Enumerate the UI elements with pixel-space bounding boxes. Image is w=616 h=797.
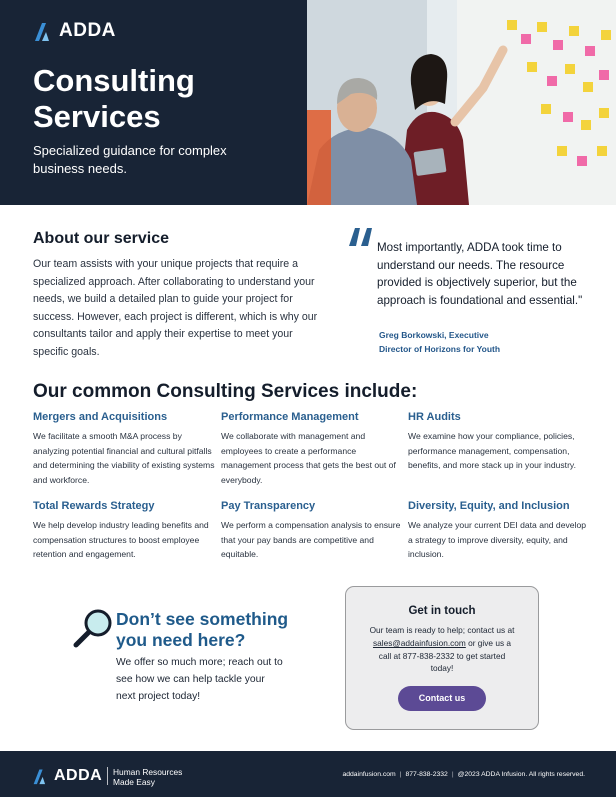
service-description: We collaborate with management and employees to create a performance management process that gets the best out of everybody. (221, 431, 396, 485)
footer (0, 751, 616, 797)
service-description: We analyze your current DEI data and develop a strategy to improve diversity, equity, and inclusion. (408, 520, 587, 560)
service-title: Pay Transparency (221, 500, 316, 512)
footer-website-link[interactable]: addainfusion.com (342, 771, 396, 778)
footer-brand-name: ADDA (54, 767, 103, 784)
service-description: We facilitate a smooth M&A process by analyzing potential financial and cultural pitfalls and determining the viability of existing systems and workforce. (33, 431, 215, 485)
service-pay-transparency (221, 500, 403, 562)
service-title: Mergers and Acquisitions (33, 411, 168, 423)
contact-text-start: Our team is ready to help; contact us at (369, 625, 515, 635)
service-mergers (33, 411, 215, 487)
footer-divider (107, 767, 108, 785)
service-title: Performance Management (221, 411, 359, 423)
page-subtitle: Specialized guidance for complex business needs. (33, 143, 227, 176)
service-title: HR Audits (408, 411, 461, 423)
service-performance (221, 411, 403, 487)
cta-description: We offer so much more; reach out to see how we can help tackle your next project today! (116, 657, 283, 702)
about-description: Our team assists with your unique projects that require a specialized approach. After collaborating to understand your needs, we build a detailed plan to guide your project for success. However, each project is different, which is why our consultants tailor and apply their expertise to meet your specific goals. (33, 258, 318, 358)
adda-logo-icon (32, 767, 50, 785)
footer-copyright: @2023 ADDA Infusion. All rights reserved. (457, 771, 585, 778)
testimonial-author (379, 329, 500, 356)
author-name: Greg Borkowski, Executive (379, 330, 489, 340)
contact-email-link[interactable]: sales@addainfusion.com (372, 637, 466, 648)
footer-tagline (113, 767, 182, 787)
footer-logo[interactable] (32, 767, 102, 785)
footer-phone[interactable]: 877-838-2332 (405, 771, 448, 778)
quote-icon (349, 226, 373, 246)
hero-banner (0, 0, 616, 205)
service-hr-audits (408, 411, 590, 473)
magnifying-glass-icon (70, 607, 114, 651)
brand-logo[interactable] (33, 20, 116, 42)
service-total-rewards (33, 500, 215, 562)
author-title: Director of Horizons for Youth (379, 343, 501, 354)
contact-us-button[interactable]: Contact us (398, 686, 486, 711)
adda-logo-icon (33, 20, 55, 42)
services-heading: Our common Consulting Services include: (33, 381, 418, 402)
footer-separator: | (399, 771, 402, 778)
service-title: Total Rewards Strategy (33, 500, 155, 512)
testimonial-quote: Most importantly, ADDA took time to understand our needs. The resource provided is objectively superior, but the approach is foundational and essential." (377, 241, 583, 307)
service-description: We perform a compensation analysis to ensure that your pay bands are competitive and equitable. (221, 520, 401, 560)
service-dei (408, 500, 590, 562)
contact-description (367, 624, 517, 675)
service-title: Diversity, Equity, and Inclusion (408, 500, 570, 512)
contact-heading: Get in touch (408, 605, 476, 617)
cta-heading: Don’t see something you need here? (116, 609, 289, 650)
tagline-line-2: Made Easy (113, 777, 155, 787)
service-description: We help develop industry leading benefits and compensation structures to boost employee retention and engagement. (33, 520, 209, 560)
page-title: Consulting Services (33, 63, 195, 134)
tagline-line-1: Human Resources (113, 767, 183, 777)
service-description: We examine how your compliance, policies, performance management, compensation, benefits, and more stack up in your industry. (408, 431, 576, 471)
brand-name: ADDA (59, 20, 116, 41)
contact-card (345, 586, 539, 730)
footer-info (342, 771, 585, 778)
consultants-photo (307, 0, 616, 205)
about-heading: About our service (33, 230, 170, 247)
footer-separator: | (451, 771, 454, 778)
contact-text-end: or give us a call at 877-838-2332 to get started today! (378, 637, 512, 674)
